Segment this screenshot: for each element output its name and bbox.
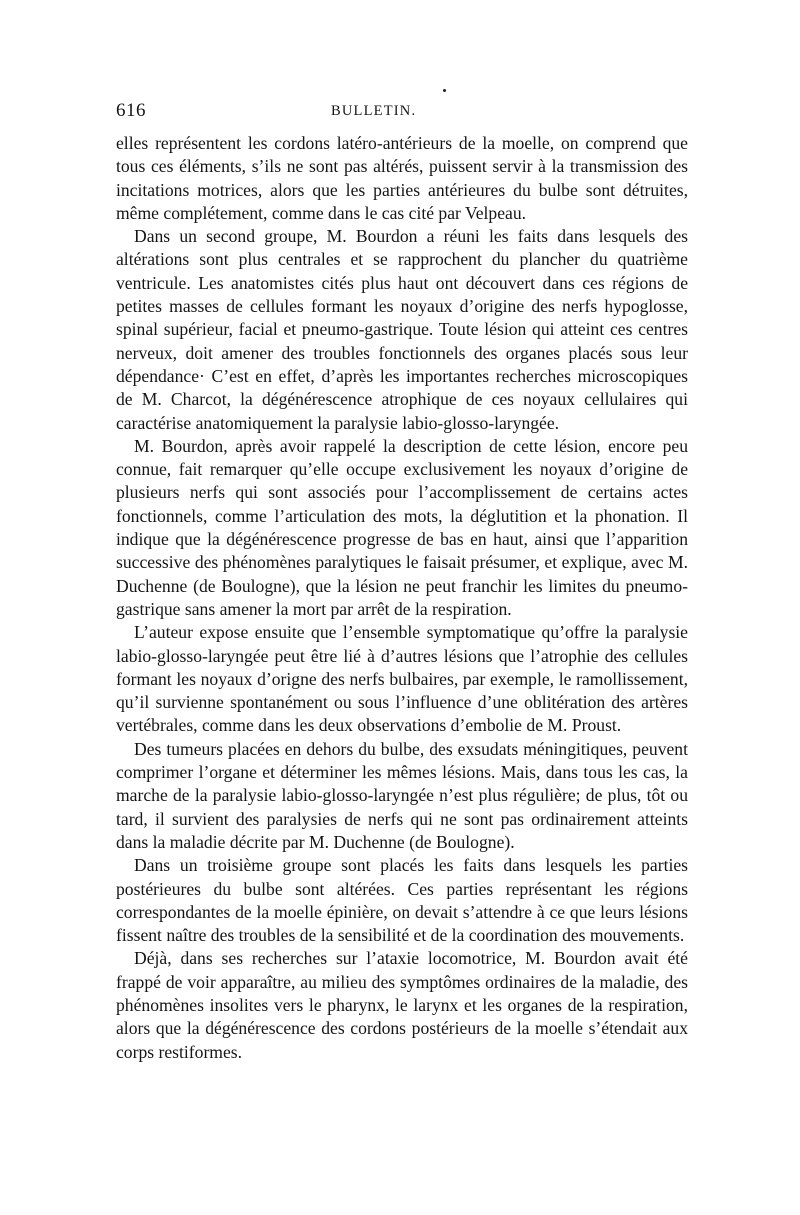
paragraph: L’auteur expose ensuite que l’ensemble symptomatique qu’offre la paralysie labio-glosso-laryngée peut être lié à d’autres lésions que l’atrophie des cellules formant les noyaux d’origne des nerfs bulbaires, par exemple, le ramollissement, qu’il survienne spontanément ou sous l’influence d’une oblitération des artères vertébrales, comme dans les deux observations d’embolie de M. Proust. <box>116 622 688 736</box>
paragraph: Dans un troisième groupe sont placés les faits dans lesquels les parties postérieures du bulbe sont altérées. Ces parties représentant les régions correspondantes de la moelle épinière, on devait s’attendre à ce que leurs lésions fissent naître des troubles de la sensibilité et de la coordination des mouvements. <box>116 855 688 946</box>
paragraph: Dans un second groupe, M. Bourdon a réuni les faits dans lesquels des altérations sont plus centrales et se rapprochent du plancher du quatrième ventricule. Les anatomistes cités plus haut ont découvert dans ces régions de petites masses de cellules formant les noyaux d’origine des nerfs hypoglosse, spinal supérieur, facial et pneumo-gastrique. Toute lésion qui atteint ces centres nerveux, doit amener des troubles fonctionnels des organes placés sous leur dépendance· C’est en effet, d’après les importantes recherches microscopiques de M. Charcot, la dégénérescence atrophique de ces noyaux cellulaires qui caractérise anatomiquement la paralysie labio-glosso-laryngée. <box>116 226 688 433</box>
paragraph: elles représentent les cordons latéro-antérieurs de la moelle, on comprend que tous ces éléments, s’ils ne sont pas altérés, puissent servir à la transmission des incitations motrices, alors que les parties antérieures du bulbe sont détruites, même complétement, comme dans le cas cité par Velpeau. <box>116 133 688 223</box>
ink-speck <box>443 89 446 92</box>
page-number: 616 <box>116 100 146 121</box>
paragraph: Déjà, dans ses recherches sur l’ataxie locomotrice, M. Bourdon avait été frappé de voir apparaître, au milieu des symptômes ordinaires de la maladie, des phénomènes insolites vers le pharynx, le larynx et les organes de la respiration, alors que la dégénérescence des cordons postérieurs de la moelle s’étendait aux corps restiformes. <box>116 948 688 1062</box>
paragraph: M. Bourdon, après avoir rappelé la description de cette lésion, encore peu connue, fait remarquer qu’elle occupe exclusivement les noyaux d’origine de plusieurs nerfs qui sont associés pour l’accomplissement de certains actes fonctionnels, comme l’articulation des mots, la déglutition et la phonation. Il indique que la dégénérescence progresse de bas en haut, ainsi que l’apparition successive des phénomènes paralytiques le faisait présumer, et explique, avec M. Duchenne (de Boulogne), que la lésion ne peut franchir les limites du pneumo-gastrique sans amener la mort par arrêt de la respiration. <box>116 435 688 619</box>
body-text <box>116 132 688 1064</box>
running-head <box>116 100 688 124</box>
running-title: BULLETIN. <box>331 103 417 119</box>
paragraph: Des tumeurs placées en dehors du bulbe, des exsudats méningitiques, peuvent comprimer l’organe et déterminer les mêmes lésions. Mais, dans tous les cas, la marche de la paralysie labio-glosso-laryngée n’est plus régulière; de plus, tôt ou tard, il survient des paralysies de nerfs qui ne sont pas ordinairement atteints dans la maladie décrite par M. Duchenne (de Boulogne). <box>116 738 688 852</box>
book-page <box>116 100 688 1064</box>
